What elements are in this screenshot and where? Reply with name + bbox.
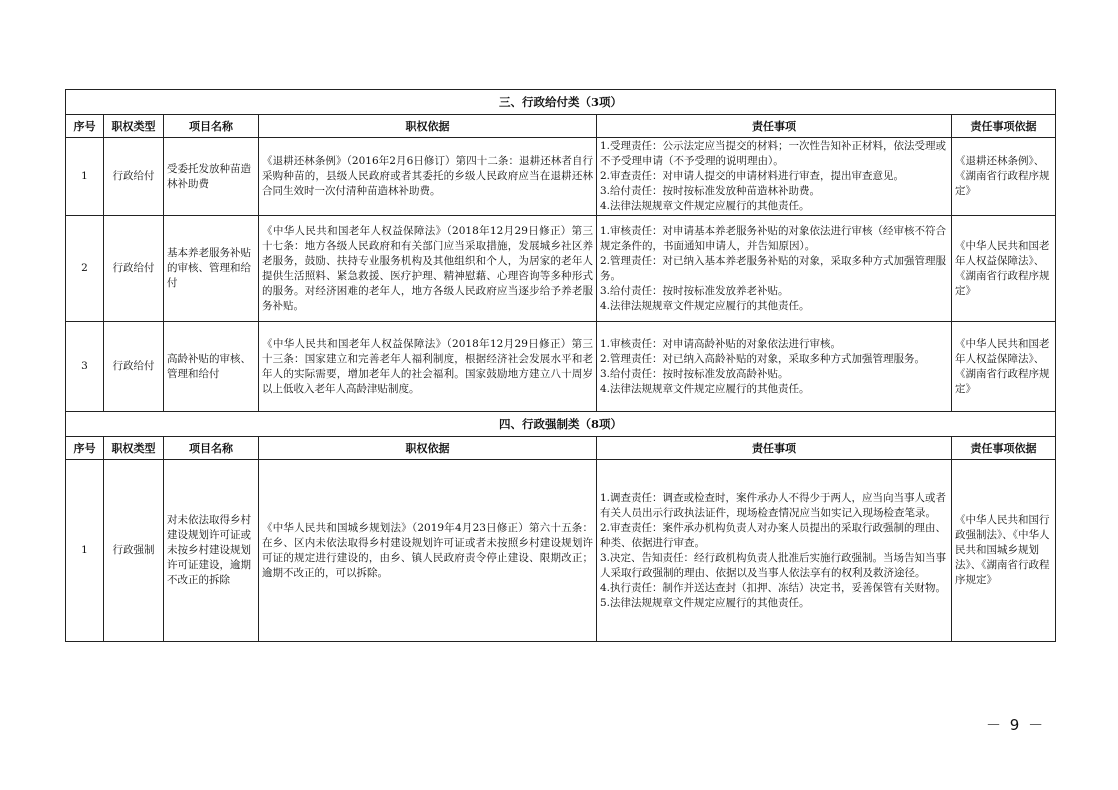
responsibility-basis: 《中华人民共和国老年人权益保障法》、《湖南省行政程序规定》 bbox=[952, 216, 1056, 322]
header-cell: 职权类型 bbox=[104, 437, 164, 460]
header-row bbox=[66, 437, 1056, 460]
section-title-row bbox=[66, 90, 1056, 115]
table-row bbox=[66, 216, 1056, 322]
item-name: 受委托发放种苗造林补助费 bbox=[164, 138, 259, 216]
header-cell: 责任事项 bbox=[597, 437, 952, 460]
header-cell: 项目名称 bbox=[164, 115, 259, 138]
row-number: 2 bbox=[66, 216, 104, 322]
authority-type: 行政强制 bbox=[104, 460, 164, 642]
item-name: 高龄补贴的审核、管理和给付 bbox=[164, 322, 259, 412]
row-number: 3 bbox=[66, 322, 104, 412]
header-cell: 序号 bbox=[66, 437, 104, 460]
responsibility-items: 1.审核责任：对申请基本养老服务补贴的对象依法进行审核（经审核不符合规定条件的，书面通知申请人，并告知原因）。 2.管理责任：对已纳入基本养老服务补贴的对象，采取多种方式加强管理服务。 3.给付责任：按时按标准发放养老补贴。 4.法律法规规章文件规定应履行的其他责任。 bbox=[597, 216, 952, 322]
page-number: － 9 － bbox=[986, 716, 1046, 734]
header-cell: 项目名称 bbox=[164, 437, 259, 460]
responsibility-items: 1.审核责任：对申请高龄补贴的对象依法进行审核。 2.管理责任：对已纳入高龄补贴的对象，采取多种方式加强管理服务。 3.给付责任：按时按标准发放高龄补贴。 4.法律法规规章文件规定应履行的其他责任。 bbox=[597, 322, 952, 412]
authority-basis: 《退耕还林条例》（2016年2月6日修订）第四十二条：退耕还林者自行采购种苗的，县级人民政府或者其委托的乡级人民政府应当在退耕还林合同生效时一次付清种苗造林补助费。 bbox=[259, 138, 597, 216]
authority-type: 行政给付 bbox=[104, 216, 164, 322]
header-row bbox=[66, 115, 1056, 138]
section-title: 三、行政给付类（3项） bbox=[66, 90, 1056, 115]
responsibility-table bbox=[65, 89, 1056, 642]
responsibility-items: 1.受理责任：公示法定应当提交的材料；一次性告知补正材料，依法受理或不予受理申请（不予受理的说明理由）。 2.审查责任：对申请人提交的申请材料进行审查，提出审查意见。 3.给付责任：按时按标准发放种苗造林补助费。 4.法律法规规章文件规定应履行的其他责任。 bbox=[597, 138, 952, 216]
header-cell: 责任事项依据 bbox=[952, 115, 1056, 138]
responsibility-basis: 《中华人民共和国老年人权益保障法》、《湖南省行政程序规定》 bbox=[952, 322, 1056, 412]
authority-basis: 《中华人民共和国城乡规划法》（2019年4月23日修正）第六十五条：在乡、区内未依法取得乡村建设规划许可证或者未按照乡村建设规划许可证的规定进行建设的，由乡、镇人民政府责令停止建设、限期改正；逾期不改正的，可以拆除。 bbox=[259, 460, 597, 642]
authority-basis: 《中华人民共和国老年人权益保障法》（2018年12月29日修正）第三十七条：地方各级人民政府和有关部门应当采取措施，发展城乡社区养老服务，鼓励、扶持专业服务机构及其他组织和个人，为居家的老年人提供生活照料、紧急救援、医疗护理、精神慰藉、心理咨询等多种形式的服务。对经济困难的老年人，地方各级人民政府应当逐步给予养老服务补贴。 bbox=[259, 216, 597, 322]
header-cell: 职权依据 bbox=[259, 115, 597, 138]
item-name: 基本养老服务补贴的审核、管理和给付 bbox=[164, 216, 259, 322]
table-row bbox=[66, 460, 1056, 642]
header-cell: 职权依据 bbox=[259, 437, 597, 460]
header-cell: 责任事项依据 bbox=[952, 437, 1056, 460]
responsibility-items: 1.调查责任：调查或检查时，案件承办人不得少于两人，应当向当事人或者有关人员出示行政执法证件，现场检查情况应当如实记入现场检查笔录。 2.审查责任：案件承办机构负责人对办案人员提出的采取行政强制的理由、种类、依据进行审查。 3.决定、告知责任：经行政机构负责人批准后实施行政强制。当场告知当事人采取行政强制的理由、依据以及当事人依法享有的权利及救济途径。 4.执行责任：制作并送达查封（扣押、冻结）决定书，妥善保管有关财物。 5.法律法规规章文件规定应履行的其他责任。 bbox=[597, 460, 952, 642]
table-row bbox=[66, 322, 1056, 412]
responsibility-basis: 《中华人民共和国行政强制法》、《中华人民共和国城乡规划法》、《湖南省行政程序规定》 bbox=[952, 460, 1056, 642]
authority-type: 行政给付 bbox=[104, 138, 164, 216]
header-cell: 责任事项 bbox=[597, 115, 952, 138]
header-cell: 职权类型 bbox=[104, 115, 164, 138]
authority-basis: 《中华人民共和国老年人权益保障法》（2018年12月29日修正）第三十三条：国家建立和完善老年人福利制度，根据经济社会发展水平和老年人的实际需要，增加老年人的社会福利。国家鼓励地方建立八十周岁以上低收入老年人高龄津贴制度。 bbox=[259, 322, 597, 412]
row-number: 1 bbox=[66, 138, 104, 216]
row-number: 1 bbox=[66, 460, 104, 642]
responsibility-basis: 《退耕还林条例》、《湖南省行政程序规定》 bbox=[952, 138, 1056, 216]
authority-type: 行政给付 bbox=[104, 322, 164, 412]
header-cell: 序号 bbox=[66, 115, 104, 138]
table-row bbox=[66, 138, 1056, 216]
section-title: 四、行政强制类（8项） bbox=[66, 412, 1056, 437]
item-name: 对未依法取得乡村建设规划许可证或未按乡村建设规划许可证建设，逾期不改正的拆除 bbox=[164, 460, 259, 642]
section-title-row bbox=[66, 412, 1056, 437]
